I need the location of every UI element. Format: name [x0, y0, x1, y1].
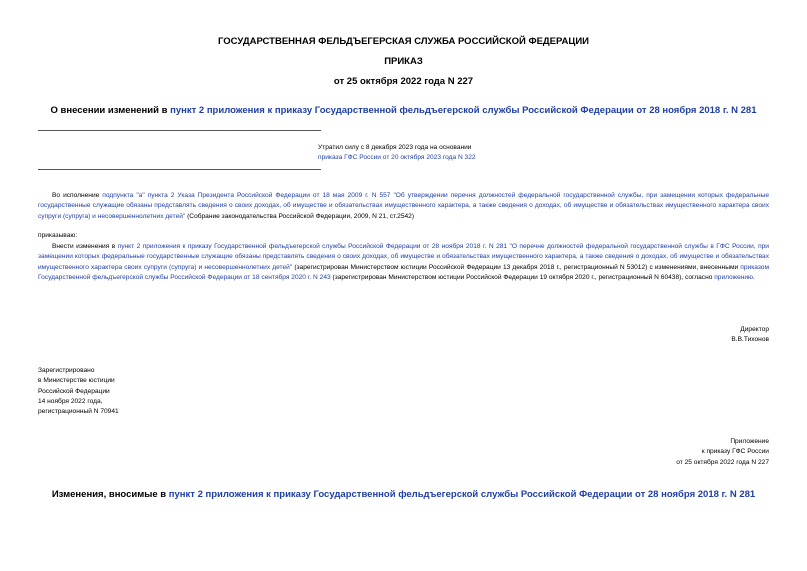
- registration-line: регистрационный N 70941: [38, 408, 119, 416]
- divider-bottom: [38, 169, 321, 170]
- signer-name: В.В.Тихонов: [731, 336, 769, 343]
- organization-name: ГОСУДАРСТВЕННАЯ ФЕЛЬДЪЕГЕРСКАЯ СЛУЖБА РОССИЙСКОЙ ФЕДЕРАЦИИ: [218, 36, 589, 47]
- divider-top: [38, 130, 321, 131]
- appendix-ref-line: от 25 октября 2022 года N 227: [676, 458, 769, 466]
- order-paragraph: [38, 242, 769, 283]
- preamble-source: (Собрание законодательства Российской Федерации, 2009, N 21, ст.2542): [185, 212, 415, 220]
- order-text-4: .: [753, 273, 755, 281]
- document-date-number: от 25 октября 2022 года N 227: [333, 76, 474, 87]
- appendix-title-link[interactable]: пункт 2 приложения к приказу Государственной фельдъегерской службы Российской Федерации от 28 ноября 2018 г. N 281: [168, 489, 756, 500]
- lost-force-notice: Утратил силу с 8 декабря 2023 года на основании: [318, 144, 472, 151]
- preamble-text: Во исполнение: [52, 192, 103, 199]
- decree-link[interactable]: подпункта "а" пункта 2 Указа Президента Российской Федерации от 18 мая 2009 г. N 557 "Об утверждении перечня должностей федеральной государственной службы, при замещении которых федеральные государственные служащие обязаны представлять сведения о своих доходах, об имуществе и обязательствах имущественного характера, а также сведения о доходах, об имуществе и обязательствах имущественного характера своих супруги (супруга) и несовершеннолетних детей": [38, 192, 769, 220]
- appendix-title: [0, 489, 807, 500]
- order-link-243[interactable]: приказом Государственной фельдъегерской службы Российской Федерации от 18 сентября 2020 г. N 243: [38, 263, 769, 281]
- appendix-link[interactable]: приложению: [714, 273, 754, 281]
- order-link-281[interactable]: пункт 2 приложения к приказу Государственной фельдъегерской службы Российской Федерации от 28 ноября 2018 г. N 281 "О перечне должностей федеральной государственной службы в ГФС России, при замещении которых федеральные государственные служащие обязаны представлять сведения о своих доходах, об имуществе и обязательствах имущественного характера, а также сведения о доходах, об имуществе и обязательствах имущественного характера своих супруги (супруга) и несовершеннолетних детей": [38, 243, 769, 271]
- document-title: [0, 105, 807, 116]
- document-type: ПРИКАЗ: [384, 56, 423, 67]
- signer-position: Директор: [740, 326, 769, 333]
- appendix-ref-line: Приложение: [730, 438, 769, 445]
- title-prefix: О внесении изменений в: [50, 105, 171, 116]
- order-text-2: (зарегистрирован Министерством юстиции Российской Федерации 13 декабря 2018 г., регистрационный N 53012) с изменениями, внесенными: [292, 263, 741, 271]
- registration-line: Зарегистрировано: [38, 367, 95, 374]
- title-link[interactable]: пункт 2 приложения к приказу Государственной фельдъегерской службы Российской Федерации от 28 ноября 2018 г. N 281: [170, 105, 757, 116]
- registration-line: Российской Федерации: [38, 387, 110, 395]
- order-text-3: (зарегистрирован Министерством юстиции Российской Федерации 19 октября 2020 г., регистрационный N 60438), согласно: [330, 273, 715, 281]
- registration-line: 14 ноября 2022 года,: [38, 397, 103, 405]
- order-text-1: Внести изменения в: [52, 243, 118, 250]
- preamble-paragraph: [38, 191, 769, 222]
- appendix-title-prefix: Изменения, вносимые в: [51, 489, 169, 500]
- appendix-ref-line: к приказу ГФС России: [701, 448, 769, 456]
- lost-force-link[interactable]: приказа ГФС России от 20 октября 2023 года N 322: [318, 154, 476, 161]
- order-word: приказываю:: [38, 232, 78, 239]
- registration-line: в Министерстве юстиции: [38, 377, 115, 385]
- appendix-reference: [676, 437, 769, 468]
- registration-block: [38, 366, 119, 417]
